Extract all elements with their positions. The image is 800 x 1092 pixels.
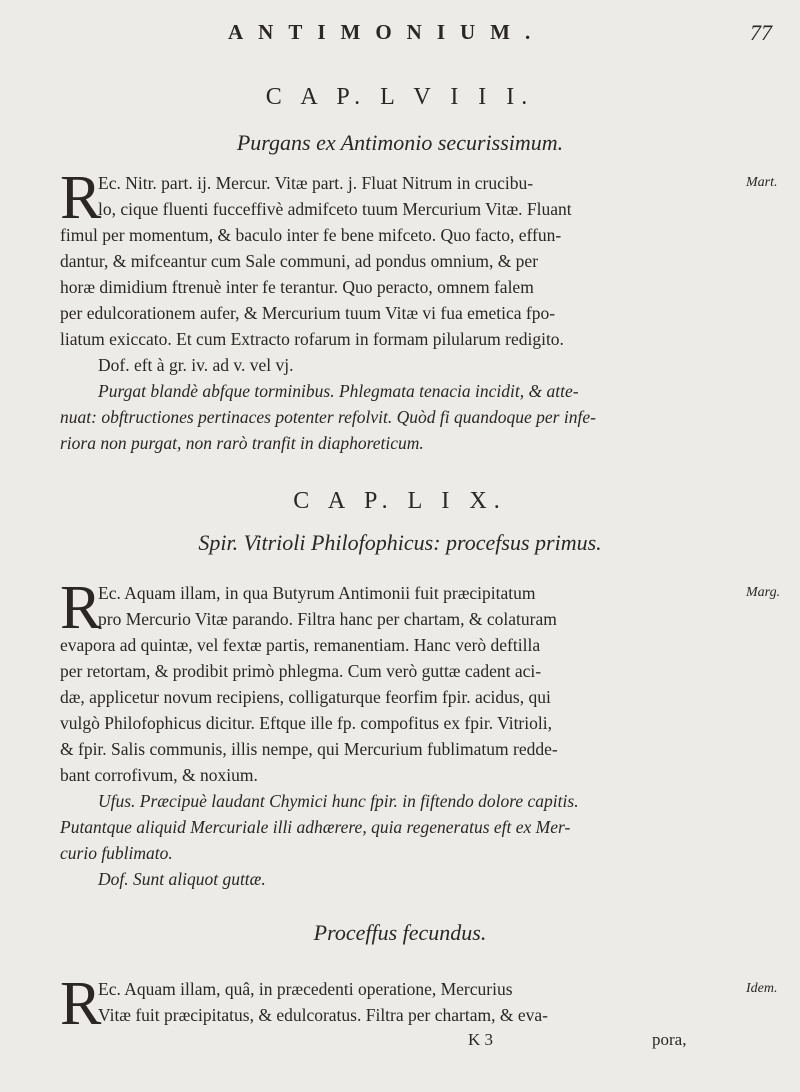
text-line: dæ, applicetur novum recipiens, colligaturque feorfim fpir. acidus, qui	[60, 687, 551, 707]
page-number: 77	[750, 20, 772, 45]
dose-line: Dof. eft à gr. iv. ad v. vel vj.	[98, 355, 294, 375]
text-line: Ec. Aquam illam, in qua Butyrum Antimonii fuit præcipitatum	[98, 583, 536, 603]
text-line: vulgò Philofophicus dicitur. Eftque ille fp. compofitus ex fpir. Vitrioli,	[60, 713, 552, 733]
text-line: horæ dimidium ftrenuè inter fe terantur. Quo peracto, omnem falem	[60, 277, 534, 297]
text-line: per edulcorationem aufer, & Mercurium tuum Vitæ vi fua emetica fpo-	[60, 303, 556, 323]
text-line: liatum exiccato. Et cum Extracto rofarum in formam pilularum redigito.	[60, 329, 564, 349]
text-line: fimul per momentum, & baculo inter fe bene mifceto. Quo facto, effun-	[60, 225, 562, 245]
recipe-paragraph	[60, 164, 740, 456]
chapter-heading-lix: C A P. L I X.	[293, 488, 507, 514]
section-title: Proceffus fecundus.	[313, 920, 487, 945]
drop-cap: R	[60, 970, 102, 1038]
recipe-paragraph	[60, 976, 740, 1028]
note-line: Purgat blandè abfque torminibus. Phlegmata tenacia incidit, & atte-	[98, 381, 579, 401]
note-line: riora non purgat, non rarò tranfit in diaphoreticum.	[60, 433, 424, 453]
text-line: dantur, & mifceantur cum Sale communi, ad pondus omnium, & per	[60, 251, 539, 271]
text-line: lo, cique fluenti fucceffivè admifceto tuum Mercurium Vitæ. Fluant	[98, 199, 572, 219]
running-head: ANTIMONIUM.	[228, 20, 546, 44]
margin-note: Idem.	[746, 981, 778, 996]
text-line: bant corrofivum, & noxium.	[60, 765, 258, 785]
catchword: pora,	[652, 1030, 687, 1049]
text-line: evapora ad quintæ, vel fextæ partis, remanentiam. Hanc verò deftilla	[60, 635, 541, 655]
drop-cap: R	[60, 164, 102, 232]
chapter-heading-lviii: C A P. L V I I I.	[265, 84, 535, 110]
text-line: Vitæ fuit præcipitatus, & edulcoratus. Filtra per chartam, & eva-	[98, 1005, 548, 1025]
text-line: Ec. Nitr. part. ij. Mercur. Vitæ part. j. Fluat Nitrum in crucibu-	[98, 173, 534, 193]
margin-note: Marg.	[746, 585, 781, 600]
drop-cap: R	[60, 574, 102, 642]
recipe-paragraph	[60, 574, 740, 892]
dose-line: Dof. Sunt aliquot guttæ.	[98, 869, 266, 889]
text-line: pro Mercurio Vitæ parando. Filtra hanc per chartam, & colaturam	[98, 609, 557, 629]
note-line: nuat: obftructiones pertinaces potenter refolvit. Quòd fi quandoque per infe-	[60, 407, 596, 427]
text-line: & fpir. Salis communis, illis nempe, qui Mercurium fublimatum redde-	[60, 739, 558, 759]
margin-note: Mart.	[746, 175, 778, 190]
signature-mark: K 3	[468, 1030, 494, 1049]
usus-line: Ufus. Præcipuè laudant Chymici hunc fpir. in fiftendo dolore capitis.	[98, 791, 579, 811]
text-line: Ec. Aquam illam, quâ, in præcedenti operatione, Mercurius	[98, 979, 513, 999]
chapter-title-lix: Spir. Vitrioli Philofophicus: procefsus primus.	[198, 530, 602, 555]
usus-line: curio fublimato.	[60, 843, 173, 863]
text-line: per retortam, & prodibit primò phlegma. Cum verò guttæ cadent aci-	[60, 661, 542, 681]
chapter-title-lviii: Purgans ex Antimonio securissimum.	[236, 130, 564, 155]
usus-line: Putantque aliquid Mercuriale illi adhærere, quia regeneratus eft ex Mer-	[60, 817, 571, 837]
